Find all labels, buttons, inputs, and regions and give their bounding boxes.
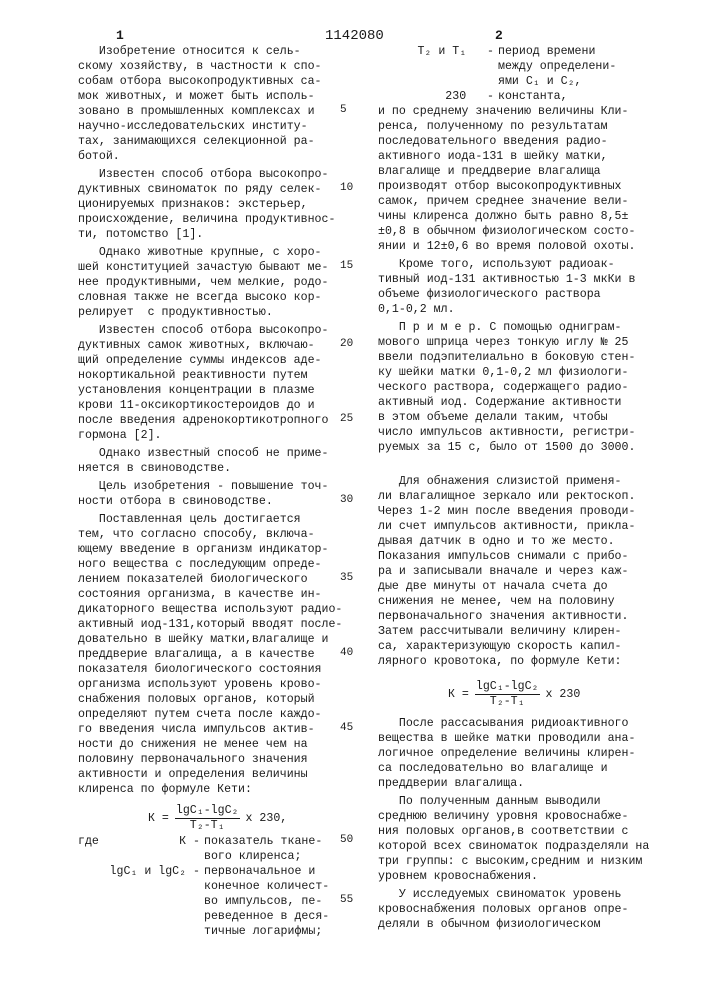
text-line: Известен способ отбора высокопро- [78,167,358,182]
text-line: мового шприца через тонкую иглу № 25 [378,335,683,350]
line-number: 50 [340,834,353,846]
text-line: первоначального значения активности. [378,609,683,624]
text-line: дывая датчик в одно и то же место. [378,534,683,549]
right-column [378,44,683,935]
text-line: последовательного введения радио- [378,134,683,149]
text-line: влагалище и преддверие влагалища [378,164,683,179]
definition-line: во импульсов, пе- [204,894,358,909]
text-line: П р и м е р. С помощью одниграм- [378,320,683,335]
definition-term: 230 - [378,89,498,104]
text-line: объеме физиологического раствора [378,287,683,302]
text-line: Цель изобретения - повышение точ- [78,479,358,494]
text-line: производят отбор высокопродуктивных [378,179,683,194]
definition-line: между определени- [498,59,683,74]
text-line: ния половых органов,в соответствии с [378,824,683,839]
text-line: 0,1-0,2 мл. [378,302,683,317]
text-line: показателя биологического состояния [78,662,358,677]
text-line: тем, что согласно способу, включа- [78,527,358,542]
text-line: организма используют уровень крово- [78,677,358,692]
text-line: Через 1-2 мин после введения проводи- [378,504,683,519]
paragraph [378,716,683,791]
formula-rhs: x 230, [246,811,288,826]
text-line: среднюю величину уровня кровоснабже- [378,809,683,824]
text-line: са, характеризующую скорость капил- [378,639,683,654]
text-line: Кроме того, используют радиоак- [378,257,683,272]
text-line: Известен способ отбора высокопро- [78,323,358,338]
paragraph [78,323,358,443]
text-line: шей конституцией зачастую бывают ме- [78,260,358,275]
definition-line: конечное количест- [204,879,358,894]
line-number: 20 [340,338,353,350]
text-line: По полученным данным выводили [378,794,683,809]
text-line: ренса, полученному по результатам [378,119,683,134]
definition-line: константа, [498,89,683,104]
text-line: ционируемых признаков: экстерьер, [78,197,358,212]
text-line: снижения не менее, чем на половину [378,594,683,609]
text-line: преддверии влагалища. [378,776,683,791]
text-line: в этом объеме делали таким, чтобы [378,410,683,425]
text-line: лярного кровотока, по формуле Кети: [378,654,683,669]
text-line: ку шейки матки 0,1-0,2 мл физиологи- [378,365,683,380]
text-line: происхождение, величина продуктивнос- [78,212,358,227]
text-line: ввели подэпителиально в боковую стен- [378,350,683,365]
text-line: дуктивных самок животных, включаю- [78,338,358,353]
definition-line: тичные логарифмы; [204,924,358,939]
paragraph [378,887,683,932]
text-line: ботой. [78,149,358,164]
text-line: после введения адренокортикотропного [78,413,358,428]
text-line: мок животных, и может быть исполь- [78,89,358,104]
paragraph [78,479,358,509]
text-line: активного иода-131 в шейку матки, [378,149,683,164]
definition-line: первоначальное и [204,864,358,879]
line-number: 35 [340,572,353,584]
line-number: 55 [340,894,353,906]
line-number: 45 [340,722,353,734]
formula-fraction [475,680,540,709]
text-line: После рассасывания ридиоактивного [378,716,683,731]
formula-rhs: x 230 [546,687,581,702]
line-number: 40 [340,647,353,659]
definitions-list [78,834,358,939]
text-line: ти, потомство [1]. [78,227,358,242]
text-line: число импульсов активности, регистри- [378,425,683,440]
text-line: ли счет импульсов активности, прикла- [378,519,683,534]
definition-term: T₂ и T₁ - [378,44,498,89]
definition-text [204,864,358,939]
text-line: чины клиренса должно быть равно 8,5± [378,209,683,224]
text-line: и по среднему значению величины Кли- [378,104,683,119]
text-line: уровнем кровоснабжения. [378,869,683,884]
text-line: нокортикальной реактивности путем [78,368,358,383]
definition-text [204,834,358,864]
definition-line: реведенное в деся- [204,909,358,924]
formula-denominator: T₂-T₁ [190,819,225,833]
page-number-left: 1 [116,28,124,43]
where-label: где [78,834,358,849]
formula-numerator: lgC₁-lgC₂ [475,680,540,695]
formula-lhs: К = [148,811,169,826]
text-line: состояния организма, в качестве ин- [78,587,358,602]
text-line: кровоснабжения половых органов опре- [378,902,683,917]
text-line: преддверие влагалища, а в качестве [78,647,358,662]
text-line: установления концентрации в плазме [78,383,358,398]
text-line: клиренса по формуле Кети: [78,782,358,797]
text-line: няется в свиноводстве. [78,461,358,476]
text-line: ющему введение в организм индикатор- [78,542,358,557]
line-number: 15 [340,260,353,272]
text-line: ного вещества с последующим опреде- [78,557,358,572]
patent-number: 1142080 [325,28,384,44]
definition-line: период времени [498,44,683,59]
text-line: которой всех свиноматок подразделяли на [378,839,683,854]
text-line: ра и записывали вначале и через каж- [378,564,683,579]
formula-denominator: T₂-T₁ [490,695,525,709]
text-line: дуктивных свиноматок по ряду селек- [78,182,358,197]
text-line: дые две минуты от начала счета до [378,579,683,594]
text-line: ности до снижения не менее чем на [78,737,358,752]
formula-numerator: lgC₁-lgC₂ [175,804,240,819]
line-number: 5 [340,104,347,116]
text-line: активный иод-131,который вводят после- [78,617,358,632]
text-line: ±0,8 в обычном физиологическом состо- [378,224,683,239]
definition-line: вого клиренса; [204,849,358,864]
definition-text [498,89,683,104]
definition-line: показатель ткане- [204,834,358,849]
text-line: Изобретение относится к сель- [78,44,358,59]
text-line: ности отбора в свиноводстве. [78,494,358,509]
definition-term: К - [78,834,204,864]
text-line: янии и 12±0,6 во время половой охоты. [378,239,683,254]
definition-line: ями C₁ и C₂, [498,74,683,89]
text-line: активности и определения величины [78,767,358,782]
text-line: У исследуемых свиноматок уровень [378,887,683,902]
line-number: 10 [340,182,353,194]
paragraph [378,104,683,254]
text-line: три группы: с высоким,средним и низким [378,854,683,869]
text-line: Поставленная цель достигается [78,512,358,527]
text-line: нее продуктивными, чем мелкие, родо- [78,275,358,290]
text-line: собам отбора высокопродуктивных са- [78,74,358,89]
text-line: ческого раствора, содержащего радио- [378,380,683,395]
text-line: определяют путем счета после каждо- [78,707,358,722]
text-line: словная также не всегда высоко кор- [78,290,358,305]
text-line: Однако животные крупные, с хоро- [78,245,358,260]
paragraph [378,794,683,884]
paragraph [78,167,358,242]
blank-gap [378,458,683,474]
page-number-right: 2 [495,28,503,43]
text-line: снабжения половых органов, который [78,692,358,707]
text-line: Затем рассчитывали величину клирен- [378,624,683,639]
text-line: зовано в промышленных комплексах и [78,104,358,119]
text-line: половину первоначального значения [78,752,358,767]
text-line: крови 11-оксикортикостероидов до и [78,398,358,413]
formula-fraction [175,804,240,833]
text-line: ли влагалищное зеркало или ректоскоп. [378,489,683,504]
text-line: скому хозяйству, в частности к спо- [78,59,358,74]
text-line: самок, причем среднее значение вели- [378,194,683,209]
formula-lhs: К = [448,687,469,702]
line-number: 30 [340,494,353,506]
text-line: лением показателей биологического [78,572,358,587]
definitions-list [378,44,683,104]
paragraph [78,44,358,164]
line-number: 25 [340,413,353,425]
text-line: щий определение суммы индексов аде- [78,353,358,368]
text-line: Для обнажения слизистой применя- [378,474,683,489]
text-line: Показания импульсов снимали с прибо- [378,549,683,564]
definition-text [498,44,683,89]
text-line: гормона [2]. [78,428,358,443]
text-line: логичное определение величины клирен- [378,746,683,761]
paragraph [78,245,358,320]
text-line: деляли в обычном физиологическом [378,917,683,932]
formula [78,800,358,836]
text-line: научно-исследовательских институ- [78,119,358,134]
text-line: го введения числа импульсов актив- [78,722,358,737]
text-line: довательно в шейку матки,влагалище и [78,632,358,647]
text-line: Однако известный способ не приме- [78,446,358,461]
text-line: руемых за 15 с, было от 1500 до 3000. [378,440,683,455]
paragraph [78,512,358,797]
paragraph [378,474,683,669]
paragraph [378,320,683,455]
text-line: активный иод. Содержание активности [378,395,683,410]
text-line: тивный иод-131 активностью 1-3 мкКи в [378,272,683,287]
text-line: са последовательно во влагалище и [378,761,683,776]
paragraph [378,257,683,317]
text-line: релирует с продуктивностью. [78,305,358,320]
definition-term: lgC₁ и lgC₂ - [78,864,204,939]
paragraph [78,446,358,476]
text-line: тах, занимающихся селекционной ра- [78,134,358,149]
formula [378,672,683,716]
text-line: дикаторного вещества используют радио- [78,602,358,617]
left-column [78,44,358,939]
text-line: вещества в шейке матки проводили ана- [378,731,683,746]
